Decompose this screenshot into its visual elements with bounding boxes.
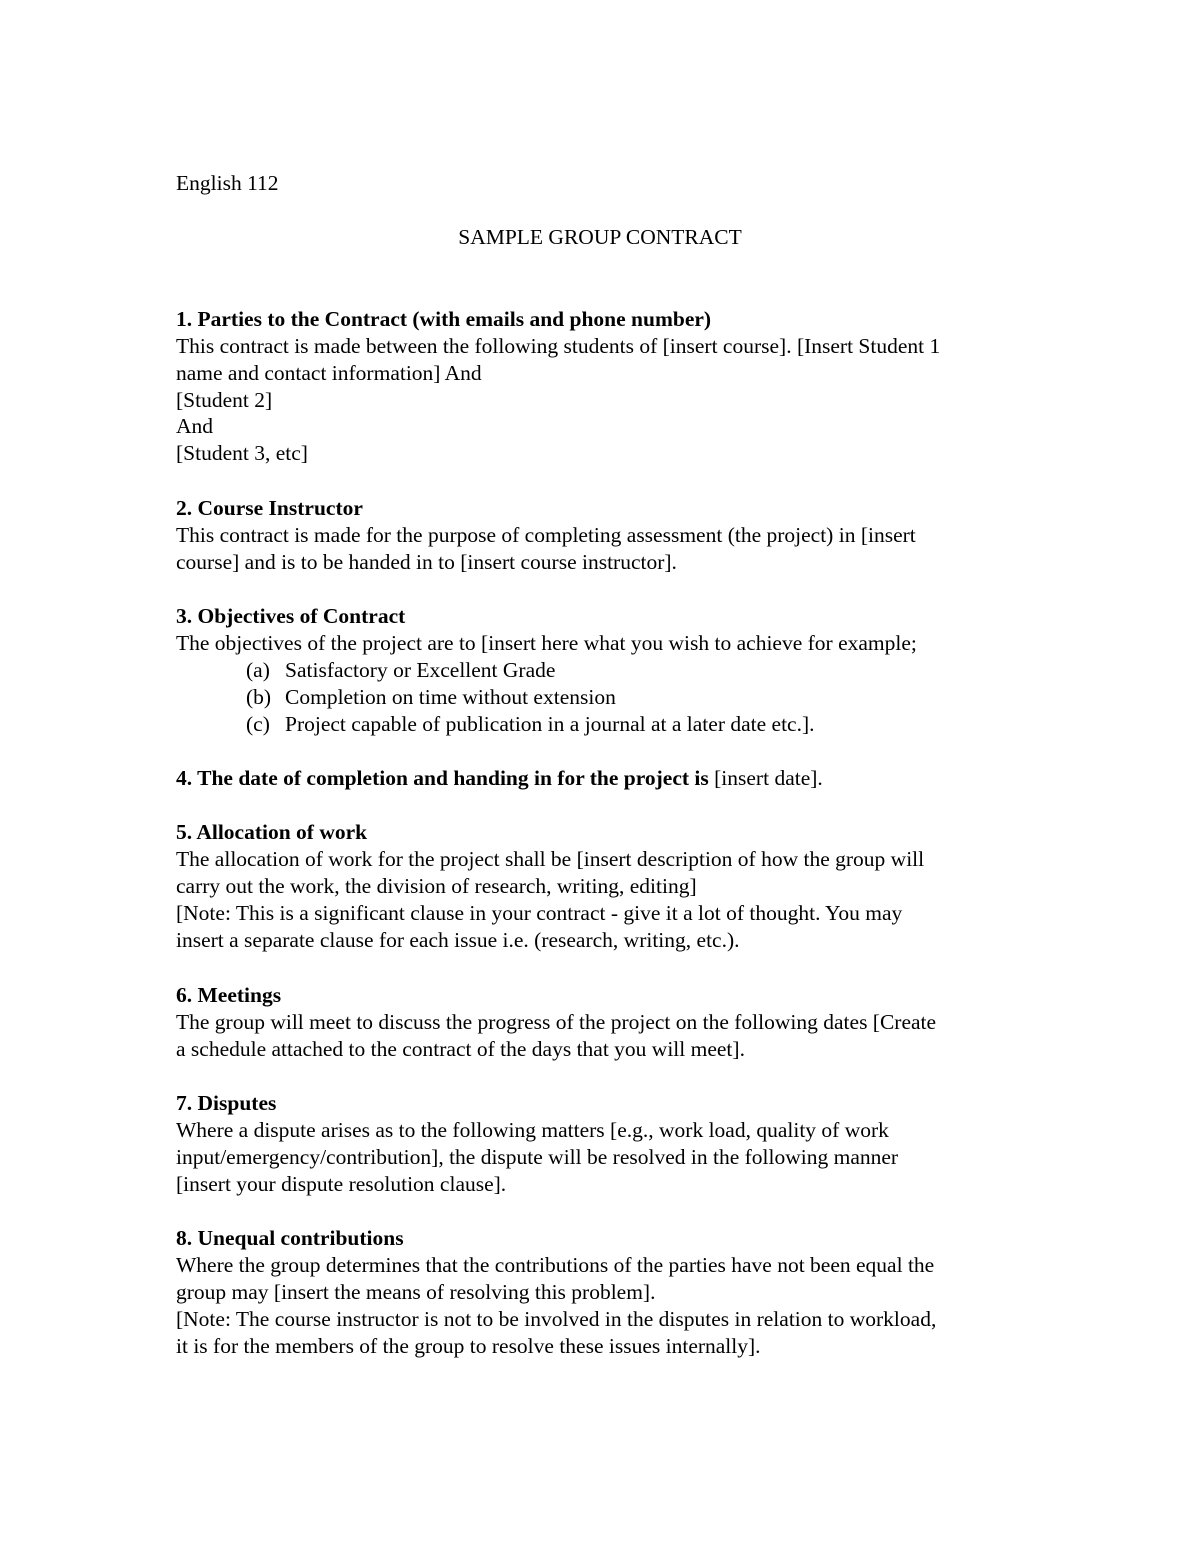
objective-item-label: (a) — [246, 658, 270, 682]
section-7-line: Where a dispute arises as to the following matters [e.g., work load, quality of work — [176, 1118, 889, 1142]
section-3-line: The objectives of the project are to [insert here what you wish to achieve for example; — [176, 631, 917, 655]
section-8-line: Where the group determines that the contributions of the parties have not been equal the — [176, 1253, 935, 1277]
section-5-line: [Note: This is a significant clause in your contract - give it a lot of thought. You may — [176, 901, 903, 925]
section-5-line: insert a separate clause for each issue i.e. (research, writing, etc.). — [176, 928, 740, 952]
section-6-line: The group will meet to discuss the progress of the project on the following dates [Create — [176, 1010, 937, 1034]
objective-item-text: Project capable of publication in a journal at a later date etc.]. — [285, 712, 815, 736]
document-title: SAMPLE GROUP CONTRACT — [458, 225, 742, 249]
objective-item — [246, 657, 555, 684]
section-1-line: [Student 3, etc] — [176, 441, 308, 465]
section-1-line: name and contact information] And — [176, 361, 482, 385]
section-5-line: carry out the work, the division of research, writing, editing] — [176, 874, 697, 898]
section-7-heading: 7. Disputes — [176, 1091, 277, 1115]
objective-item — [246, 684, 616, 711]
section-2-heading: 2. Course Instructor — [176, 496, 363, 520]
section-8-line: [Note: The course instructor is not to be involved in the disputes in relation to workload, — [176, 1307, 937, 1331]
section-2-line: This contract is made for the purpose of completing assessment (the project) in [insert — [176, 523, 916, 547]
objective-item — [246, 711, 815, 738]
section-1-line: [Student 2] — [176, 388, 273, 412]
objective-item-label: (c) — [246, 712, 270, 736]
objective-item-text: Satisfactory or Excellent Grade — [285, 658, 556, 682]
section-5-heading: 5. Allocation of work — [176, 820, 368, 844]
section-6-heading: 6. Meetings — [176, 983, 282, 1007]
section-8-heading: 8. Unequal contributions — [176, 1226, 404, 1250]
section-7-line: [insert your dispute resolution clause]. — [176, 1172, 507, 1196]
section-8-line: it is for the members of the group to resolve these issues internally]. — [176, 1334, 761, 1358]
section-1-line: This contract is made between the following students of [insert course]. [Insert Student 1 — [176, 334, 941, 358]
section-2-line: course] and is to be handed in to [insert course instructor]. — [176, 550, 677, 574]
objective-item-label: (b) — [246, 685, 272, 709]
section-7-line: input/emergency/contribution], the dispute will be resolved in the following manner — [176, 1145, 899, 1169]
section-8-line: group may [insert the means of resolving this problem]. — [176, 1280, 656, 1304]
section-4-heading: 4. The date of completion and handing in for the project is — [176, 766, 709, 790]
section-5-line: The allocation of work for the project shall be [insert description of how the group will — [176, 847, 925, 871]
objective-item-text: Completion on time without extension — [285, 685, 616, 709]
section-4-tail: [insert date]. — [714, 766, 823, 790]
section-1-heading: 1. Parties to the Contract (with emails and phone number) — [176, 307, 712, 331]
section-4 — [176, 765, 823, 792]
section-6-line: a schedule attached to the contract of the days that you will meet]. — [176, 1037, 745, 1061]
section-1-line: And — [176, 414, 214, 438]
course-name: English 112 — [176, 171, 279, 195]
section-3-heading: 3. Objectives of Contract — [176, 604, 406, 628]
